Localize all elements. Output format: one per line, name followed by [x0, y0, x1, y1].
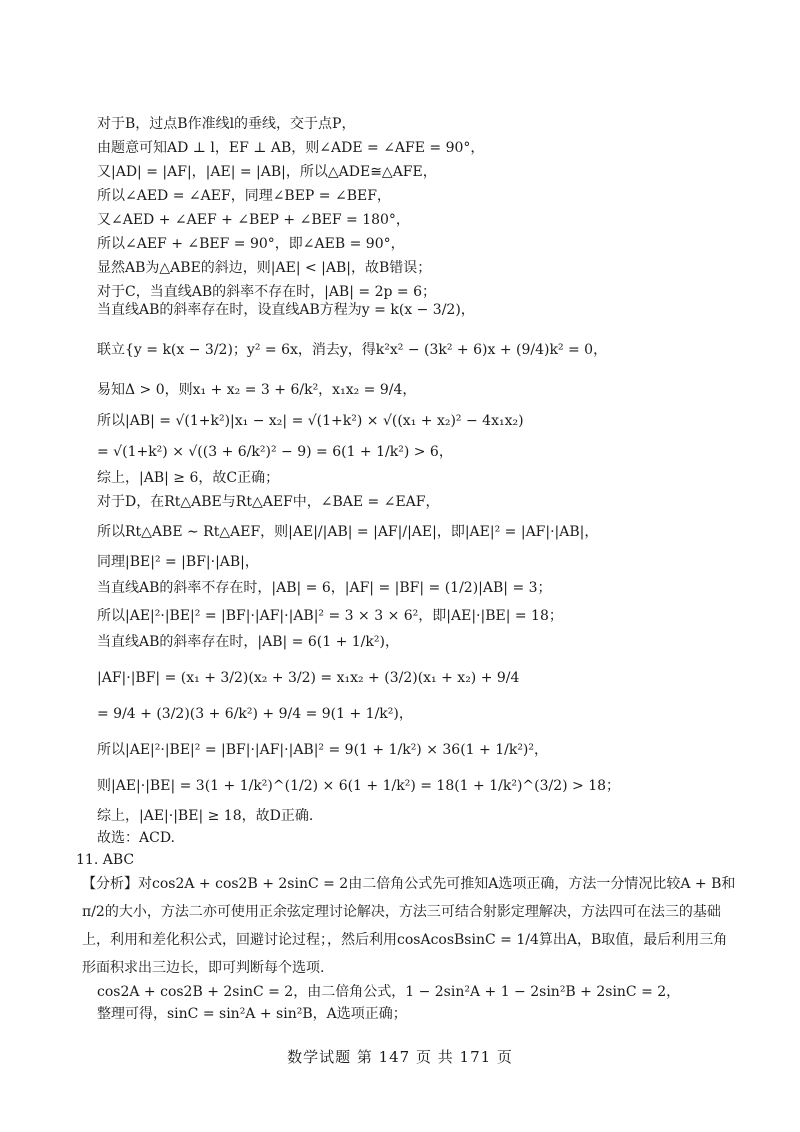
text-line: 所以|AE|²·|BE|² = |BF|·|AF|·|AB|² = 3 × 3 × 6²，即|AE|·|BE| = 18；	[97, 608, 563, 624]
analysis-paragraph: 【分析】对cos2A + cos2B + 2sinC = 2由二倍角公式先可推知A选项正确，方法一分情况比较A + B和π/2的大小，方法二亦可使用正余弦定理讨论解决，方法三可结合射影定理解决，方法四可在法三的基础上，利用和差化积公式，回避讨论过程；，然后利用cosAcosBsinC = 1/4算出A，B取值，最后利用三角形面积求出三边长，即可判断每个选项.	[82, 876, 736, 976]
text-line: 由题意可知AD ⊥ l，EF ⊥ AB，则∠ADE = ∠AFE = 90°，	[97, 140, 485, 156]
text-line: 综上，|AE|·|BE| ≥ 18，故D正确.	[97, 808, 314, 824]
answer-number-line: 11. ABC	[76, 852, 135, 868]
text-line: 当直线AB的斜率存在时，设直线AB方程为y = k(x − 3/2)，	[97, 302, 475, 318]
text-line: 对于B，过点B作准线l的垂线，交于点P，	[97, 116, 356, 132]
text-line: 显然AB为△ABE的斜边，则|AE| < |AB|，故B错误；	[97, 260, 432, 276]
text-line: 又|AD| = |AF|，|AE| = |AB|，所以△ADE≅△AFE，	[97, 164, 437, 180]
text-line: 整理可得，sinC = sin²A + sin²B，A选项正确；	[97, 1006, 407, 1022]
text-line: 当直线AB的斜率存在时，|AB| = 6(1 + 1/k²)，	[97, 634, 399, 650]
text-line: 所以∠AEF + ∠BEF = 90°，即∠AEB = 90°，	[97, 236, 405, 252]
page-footer: 数学试题 第 147 页 共 171 页	[287, 1048, 513, 1066]
text-line: 又∠AED + ∠AEF + ∠BEP + ∠BEF = 180°，	[97, 212, 410, 228]
text-line: 易知Δ > 0，则x₁ + x₂ = 3 + 6/k²，x₁x₂ = 9/4，	[97, 382, 417, 398]
text-line: 联立{y = k(x − 3/2)；y² = 6x，消去y，得k²x² − (3k² + 6)x + (9/4)k² = 0，	[97, 342, 608, 358]
text-line: 所以Rt△ABE ∼ Rt△AEF，则|AE|/|AB| = |AF|/|AE|，即|AE|² = |AF|·|AB|，	[97, 524, 599, 540]
text-line: 对于D，在Rt△ABE与Rt△AEF中，∠BAE = ∠EAF，	[97, 494, 440, 510]
text-line: 所以|AE|²·|BE|² = |BF|·|AF|·|AB|² = 9(1 + 1/k²) × 36(1 + 1/k²)²，	[97, 742, 549, 758]
text-line: |AF|·|BF| = (x₁ + 3/2)(x₂ + 3/2) = x₁x₂ + (3/2)(x₁ + x₂) + 9/4	[97, 670, 520, 686]
text-line: = √(1+k²) × √((3 + 6/k²)² − 9) = 6(1 + 1/k²) > 6，	[97, 444, 453, 460]
text-line: 所以|AB| = √(1+k²)|x₁ − x₂| = √(1+k²) × √((x₁ + x₂)² − 4x₁x₂)	[97, 413, 524, 429]
text-line: = 9/4 + (3/2)(3 + 6/k²) + 9/4 = 9(1 + 1/k²)，	[97, 706, 413, 722]
text-line: 对于C，当直线AB的斜率不存在时，|AB| = 2p = 6；	[97, 284, 436, 300]
text-line: 综上，|AB| ≥ 6，故C正确；	[97, 470, 280, 486]
text-line: 所以∠AED = ∠AEF，同理∠BEP = ∠BEF，	[97, 188, 391, 204]
text-line: cos2A + cos2B + 2sinC = 2，由二倍角公式，1 − 2sin²A + 1 − 2sin²B + 2sinC = 2，	[97, 984, 681, 1000]
text-line: 则|AE|·|BE| = 3(1 + 1/k²)^(1/2) × 6(1 + 1/k²) = 18(1 + 1/k²)^(3/2) > 18；	[97, 778, 621, 794]
text-line: 故选：ACD.	[97, 830, 175, 846]
text-line: 同理|BE|² = |BF|·|AB|，	[97, 554, 259, 570]
text-line: 当直线AB的斜率不存在时，|AB| = 6，|AF| = |BF| = (1/2)|AB| = 3；	[97, 580, 552, 596]
